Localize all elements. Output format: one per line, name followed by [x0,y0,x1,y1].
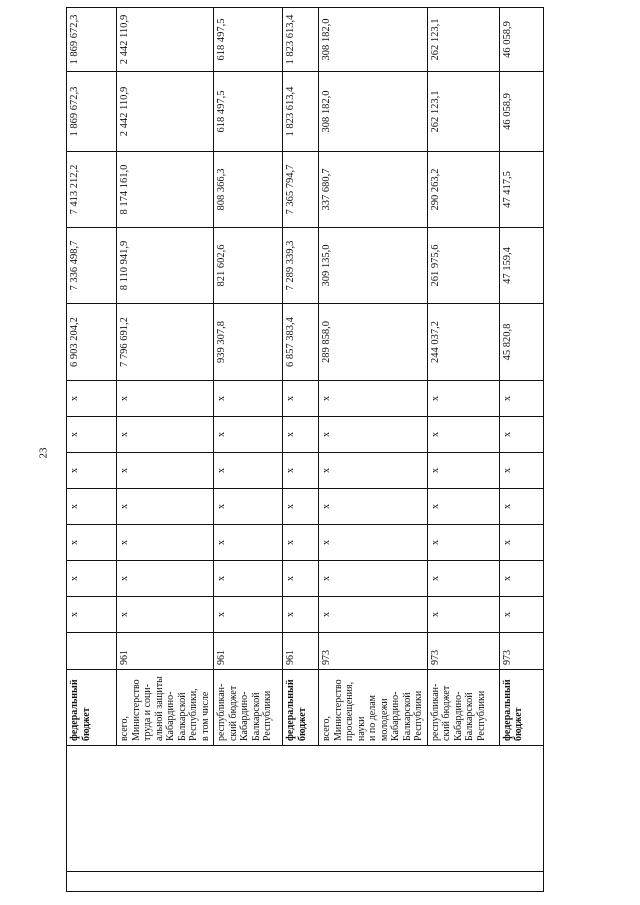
x-cell: x [214,417,283,453]
x-cell: x [283,381,319,417]
budget-table [66,7,544,892]
amount-cell-v4: 46 058,9 [499,72,543,152]
x-cell: x [319,489,428,525]
x-cell: x [117,597,214,633]
x-cell: x [117,561,214,597]
table-row [67,8,117,892]
code-cell: 961 [283,633,319,670]
amount-cell-v5: 618 497,5 [214,8,283,72]
amount-cell-v2: 821 602,6 [214,228,283,304]
code-cell [67,633,117,670]
code-cell: 973 [427,633,499,670]
x-cell: x [319,525,428,561]
page-number: 23 [37,447,50,459]
x-cell: x [67,489,117,525]
amount-cell-v5: 1 869 672,3 [67,8,117,72]
table-frame [66,14,528,892]
amount-cell-v1: 45 820,8 [499,304,543,381]
amount-cell-v5: 308 182,0 [319,8,428,72]
amount-cell-v1: 939 307,8 [214,304,283,381]
x-cell: x [214,381,283,417]
x-cell: x [427,381,499,417]
x-cell: x [319,453,428,489]
amount-cell-v4: 1 869 672,3 [67,72,117,152]
x-cell: x [283,453,319,489]
x-cell: x [214,453,283,489]
amount-cell-v2: 8 110 941,9 [117,228,214,304]
x-cell: x [499,381,543,417]
blank-col-2 [67,746,544,872]
source-cell: всего, Министерство труда и соци- альной защиты Кабардино- Балкарской Республики, в том числе [117,670,214,746]
source-cell: всего, Министерство просвещения, науки и по делам молодежи Кабардино- Балкарской Республики [319,670,428,746]
amount-cell-v2: 47 159,4 [499,228,543,304]
x-cell: x [214,489,283,525]
x-cell: x [319,417,428,453]
x-cell: x [499,597,543,633]
amount-cell-v2: 7 289 339,3 [283,228,319,304]
amount-cell-v5: 2 442 110,9 [117,8,214,72]
x-cell: x [499,417,543,453]
x-cell: x [67,417,117,453]
amount-cell-v1: 7 796 691,2 [117,304,214,381]
x-cell: x [67,381,117,417]
amount-cell-v4: 308 182,0 [319,72,428,152]
x-cell: x [499,453,543,489]
x-cell: x [67,597,117,633]
amount-cell-v5: 262 123,1 [427,8,499,72]
x-cell: x [117,525,214,561]
x-cell: x [67,561,117,597]
x-cell: x [117,453,214,489]
x-cell: x [214,561,283,597]
amount-cell-v4: 1 823 613,4 [283,72,319,152]
amount-cell-v3: 8 174 161,0 [117,152,214,228]
x-cell: x [283,489,319,525]
code-cell: 961 [117,633,214,670]
x-cell: x [319,597,428,633]
amount-cell-v2: 7 336 498,7 [67,228,117,304]
amount-cell-v1: 289 858,0 [319,304,428,381]
amount-cell-v1: 6 857 383,4 [283,304,319,381]
amount-cell-v1: 244 037,2 [427,304,499,381]
amount-cell-v4: 2 442 110,9 [117,72,214,152]
amount-cell-v3: 337 680,7 [319,152,428,228]
x-cell: x [319,561,428,597]
code-cell: 973 [499,633,543,670]
x-cell: x [427,489,499,525]
x-cell: x [283,561,319,597]
x-cell: x [427,453,499,489]
amount-cell-v5: 46 058,9 [499,8,543,72]
x-cell: x [283,417,319,453]
x-cell: x [117,417,214,453]
amount-cell-v2: 261 975,6 [427,228,499,304]
source-cell: республикан- ский бюджет Кабардино- Балкарской Республики [427,670,499,746]
x-cell: x [319,381,428,417]
x-cell: x [214,597,283,633]
amount-cell-v5: 1 823 613,4 [283,8,319,72]
x-cell: x [283,597,319,633]
amount-cell-v3: 47 417,5 [499,152,543,228]
amount-cell-v3: 290 263,2 [427,152,499,228]
x-cell: x [499,561,543,597]
x-cell: x [427,597,499,633]
amount-cell-v2: 309 135,0 [319,228,428,304]
source-cell: федеральный бюджет [283,670,319,746]
source-cell: республикан- ский бюджет Кабардино- Балкарской Республики [214,670,283,746]
x-cell: x [117,489,214,525]
x-cell: x [427,561,499,597]
x-cell: x [67,453,117,489]
x-cell: x [427,417,499,453]
code-cell: 961 [214,633,283,670]
amount-cell-v1: 6 903 204,2 [67,304,117,381]
x-cell: x [283,525,319,561]
code-cell: 973 [319,633,428,670]
x-cell: x [214,525,283,561]
amount-cell-v4: 618 497,5 [214,72,283,152]
x-cell: x [117,381,214,417]
source-cell: федеральный бюджет [499,670,543,746]
amount-cell-v3: 7 365 794,7 [283,152,319,228]
amount-cell-v3: 7 413 212,2 [67,152,117,228]
x-cell: x [499,525,543,561]
rotated-table-container [66,14,528,892]
x-cell: x [499,489,543,525]
amount-cell-v4: 262 123,1 [427,72,499,152]
blank-col-1 [67,872,544,892]
x-cell: x [427,525,499,561]
x-cell: x [67,525,117,561]
source-cell: федеральный бюджет [67,670,117,746]
amount-cell-v3: 808 366,3 [214,152,283,228]
